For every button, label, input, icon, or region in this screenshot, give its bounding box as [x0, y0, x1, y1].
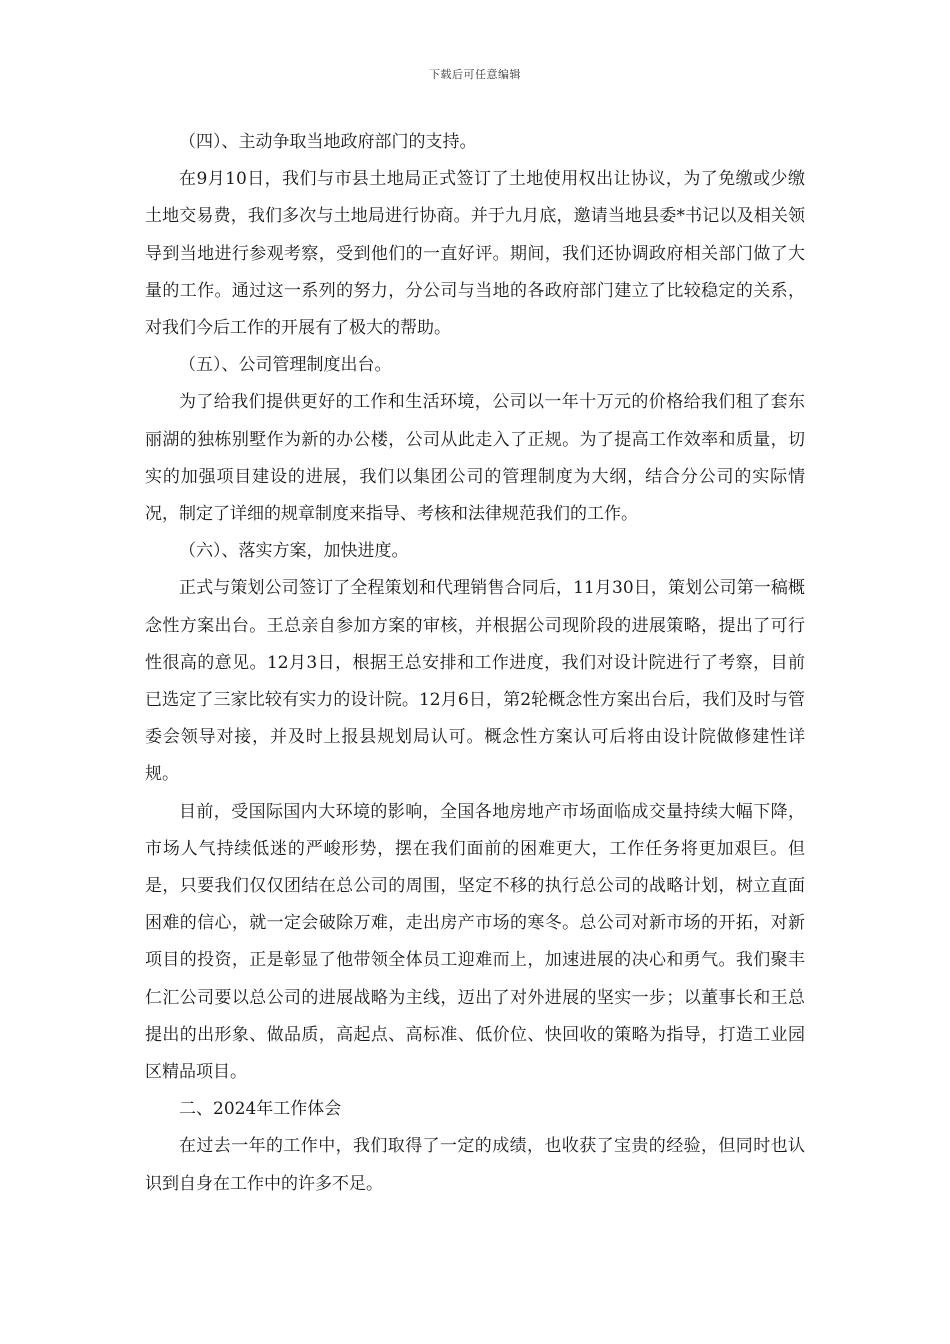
paragraph: 在9月10日，我们与市县土地局正式签订了土地使用权出让协议，为了免缴或少缴土地交易费，我们多次与土地局进行协商。并于九月底，邀请当地县委*书记以及相关领导到当地进行参观考察，受到他们的一直好评。期间，我们还协调政府相关部门做了大量的工作。通过这一系列的努力，分公司与当地的各政府部门建立了比较稳定的关系，对我们今后工作的开展有了极大的帮助。 [145, 169, 805, 339]
paragraph: 目前，受国际国内大环境的影响，全国各地房地产市场面临成交量持续大幅下降，市场人气持续低迷的严峻形势，摆在我们面前的困难更大，工作任务将更加艰巨。但是，只要我们仅仅团结在总公司的周围，坚定不移的执行总公司的战略计划，树立直面困难的信心，就一定会破除万难，走出房产市场的寒冬。总公司对新市场的开拓，对新项目的投资，正是彰显了他带领全体员工迎难而上，加速进展的决心和勇气。我们聚丰仁汇公司要以总公司的进展战略为主线，迈出了对外进展的坚实一步；以董事长和王总提出的出形象、做品质，高起点、高标准、低价位、快回收的策略为指导，打造工业园区精品项目。 [145, 801, 805, 1083]
page-header: 下载后可任意编辑 [429, 68, 521, 81]
section-heading-6: （六）、落实方案，加快进度。 [179, 541, 409, 562]
section-heading-4: （四）、主动争取当地政府部门的支持。 [179, 132, 477, 152]
paragraph: 正式与策划公司签订了全程策划和代理销售合同后，11月30日，策划公司第一稿概念性方案出台。王总亲自参加方案的审核，并根据公司现阶段的进展策略，提出了可行性很高的意见。12月3日，根据王总安排和工作进度，我们对设计院进行了考察，目前已选定了三家比较有实力的设计院。12月6日，第2轮概念性方案出台后，我们及时与管委会领导对接，并及时上报县规划局认可。概念性方案认可后将由设计院做修建性详规。 [145, 578, 805, 785]
document-body [145, 124, 805, 1203]
section-heading-2: 二、2024年工作体会 [179, 1099, 342, 1120]
paragraph: 为了给我们提供更好的工作和生活环境，公司以一年十万元的价格给我们租了套东丽湖的独栋别墅作为新的办公楼，公司从此走入了正规。为了提高工作效率和质量，切实的加强项目建设的进展，我们以集团公司的管理制度为大纲，结合分公司的实际情况，制定了详细的规章制度来指导、考核和法律规范我们的工作。 [145, 392, 805, 525]
paragraph: 在过去一年的工作中，我们取得了一定的成绩，也收获了宝贵的经验，但同时也认识到自身在工作中的许多不足。 [145, 1136, 805, 1194]
section-heading-5: （五）、公司管理制度出台。 [179, 355, 392, 376]
